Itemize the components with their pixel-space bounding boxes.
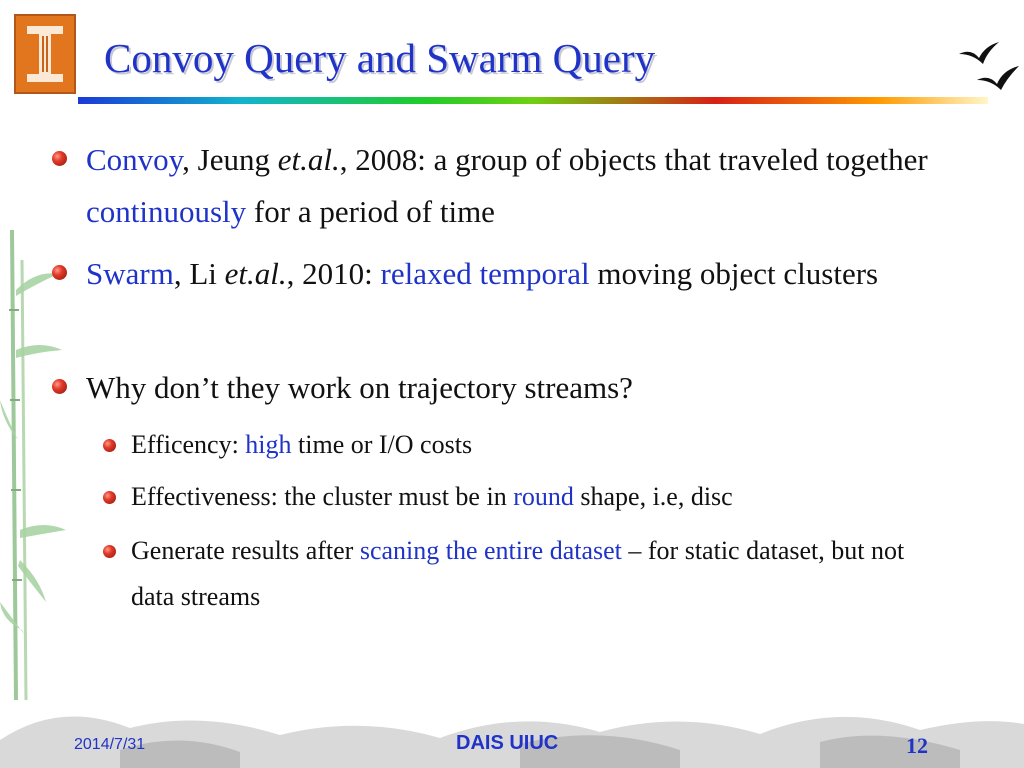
red-sphere-bullet-icon: [103, 545, 116, 558]
bullet-3: Why don’t they work on trajectory streams?: [86, 370, 633, 405]
red-sphere-bullet-icon: [103, 439, 116, 452]
red-sphere-bullet-icon: [103, 491, 116, 504]
bamboo-illustration: [0, 230, 70, 700]
title-rainbow-rule: [78, 97, 988, 104]
bullet-2: Swarm, Li et.al., 2010: relaxed temporal moving object clusters: [86, 256, 879, 291]
footer-date: 2014/7/31: [74, 736, 146, 753]
footer-org: DAIS UIUC: [456, 732, 559, 754]
illinois-i-icon: [16, 16, 74, 92]
bullet-1-term: Convoy: [86, 142, 183, 177]
red-sphere-bullet-icon: [52, 265, 67, 280]
red-sphere-bullet-icon: [52, 379, 67, 394]
flying-birds-icon: [955, 40, 1020, 100]
illinois-logo: [14, 14, 76, 94]
sub-bullet-3: Generate results after scaning the entire dataset – for static dataset, but not data streams: [131, 536, 905, 611]
bullet-2-term: Swarm: [86, 256, 174, 291]
sub-bullet-2: Effectiveness: the cluster must be in round shape, i.e, disc: [131, 482, 733, 511]
red-sphere-bullet-icon: [52, 151, 67, 166]
page-number: 12: [906, 733, 928, 758]
bullet-1: Convoy, Jeung et.al., 2008: a group of objects that traveled together continuously for a period of time: [86, 142, 928, 229]
sub-bullet-1: Efficency: high time or I/O costs: [131, 430, 473, 459]
slide-title: Convoy Query and Swarm Query: [104, 35, 656, 81]
